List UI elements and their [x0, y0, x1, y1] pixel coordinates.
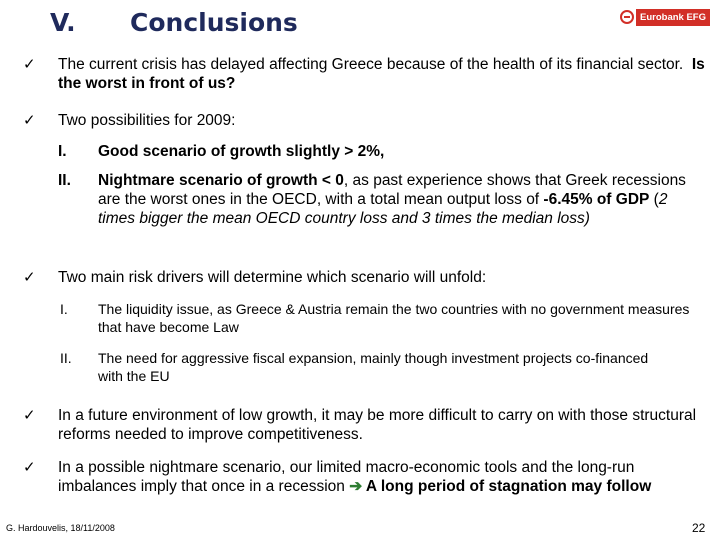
page-number: 22: [692, 521, 706, 535]
bullet-crisis-delay: [58, 55, 708, 93]
outlook-text: In a possible nightmare scenario, our limited macro-economic tools and the long-run imbalances imply that once in a recession: [58, 459, 635, 495]
check-icon: ✓: [23, 112, 36, 129]
subitem-fiscal: The need for aggressive fiscal expansion, mainly though investment projects co-financed with the EU: [98, 350, 649, 384]
bullet-low-growth: In a future environment of low growth, it may be more difficult to carry on with those structural reforms needed to improve competitiveness.: [58, 407, 697, 443]
subitem-good-scenario: Good scenario of growth slightly > 2%,: [98, 143, 385, 160]
eurobank-logo: [620, 4, 714, 30]
check-icon: ✓: [23, 56, 36, 73]
gdp-loss-value: -6.45% of GDP: [543, 191, 650, 208]
eurobank-logo-icon: [620, 10, 634, 24]
subitem-nightmare-scenario: [98, 171, 698, 228]
arrow-right-icon: ➔: [349, 478, 363, 495]
nightmare-text: , as past experience shows that Greek recessions are the worst ones in the OECD, with a total mean output loss of: [98, 172, 686, 208]
check-icon: ✓: [23, 459, 36, 476]
subitem-number: I.: [58, 143, 67, 160]
bullet-nightmare-outlook: [58, 458, 708, 496]
nightmare-comparison: 2 times bigger the mean OECD country loss and 3 times the median loss): [98, 191, 668, 227]
check-icon: ✓: [23, 269, 36, 286]
subitem-number: II.: [58, 172, 71, 189]
logo-text: Eurobank EFG: [636, 9, 710, 26]
page-title: Conclusions: [130, 8, 298, 37]
outlook-conclusion: A long period of stagnation may follow: [362, 478, 652, 495]
nightmare-paren: (: [649, 191, 659, 208]
check-icon: ✓: [23, 407, 36, 424]
subitem-liquidity: The liquidity issue, as Greece & Austria remain the two countries with no government measures that have become Law: [98, 301, 690, 335]
subitem-number: I.: [60, 301, 68, 317]
subitem-number: II.: [60, 350, 72, 366]
footer-author-date: G. Hardouvelis, 18/11/2008: [6, 523, 115, 533]
bullet-possibilities: Two possibilities for 2009:: [58, 112, 236, 129]
bullet-risk-drivers: Two main risk drivers will determine which scenario will unfold:: [58, 269, 487, 286]
nightmare-lead: Nightmare scenario of growth < 0: [98, 172, 344, 189]
section-number: V.: [50, 8, 76, 37]
bullet-text: The current crisis has delayed affecting Greece because of the health of its financial sector.: [58, 56, 684, 73]
bullet-question: Is the worst in front of us?: [58, 56, 705, 92]
